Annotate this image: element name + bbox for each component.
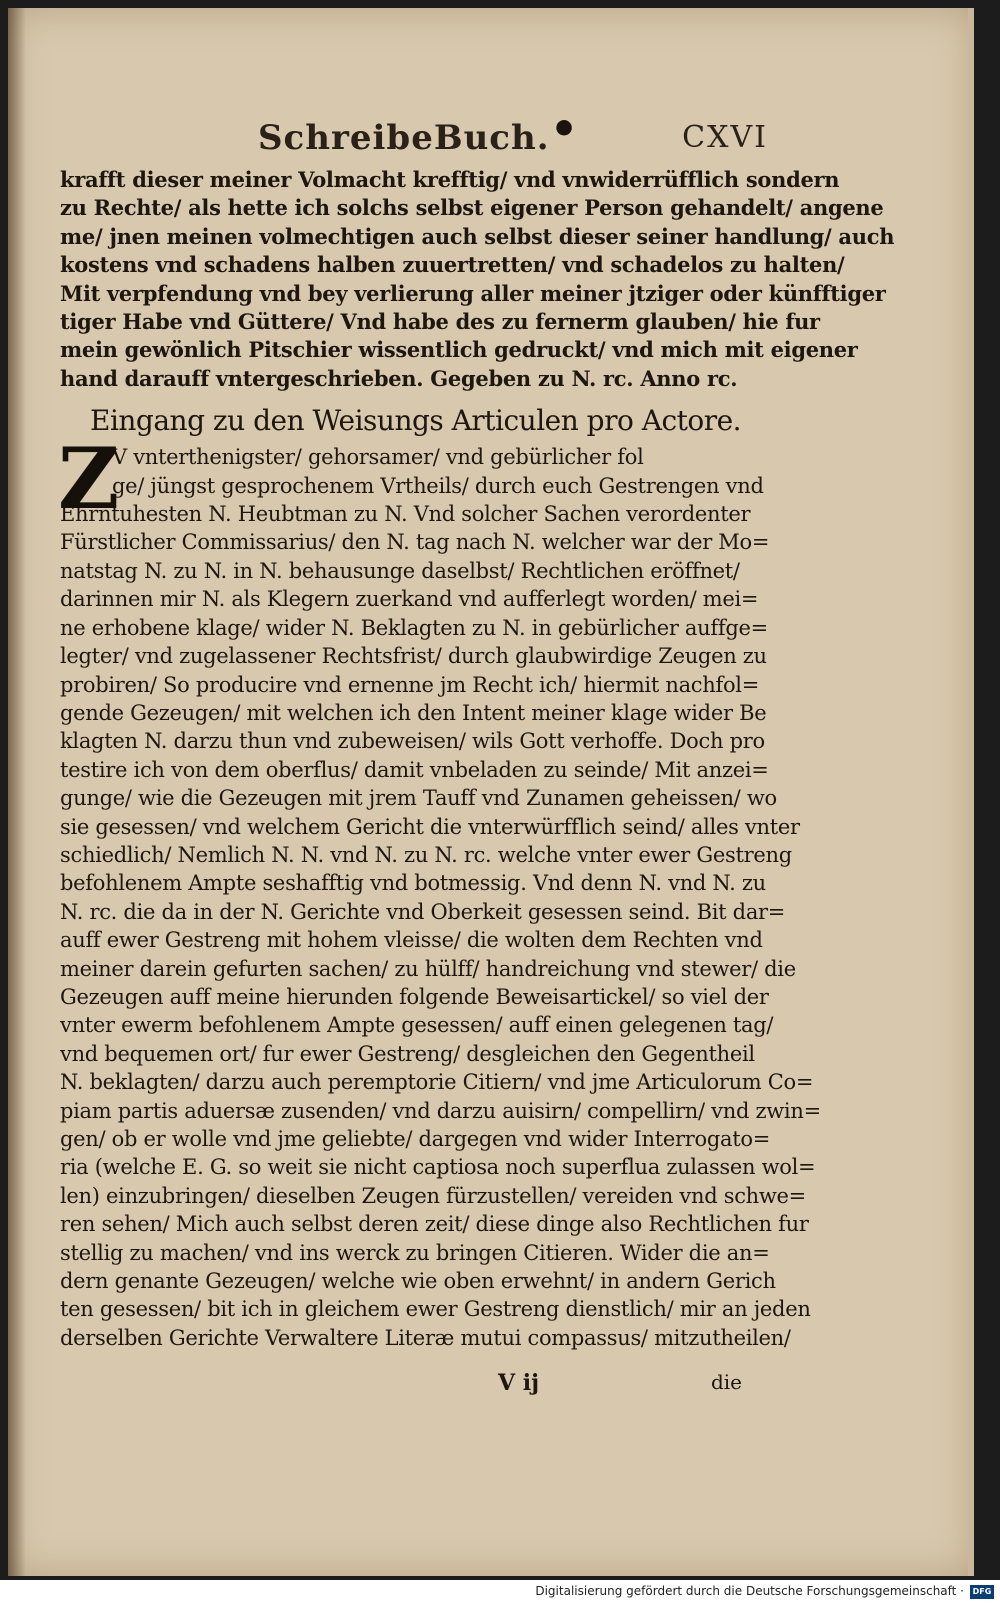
text-line: kostens vnd schadens halben zuuertretten/ vnd schadelos zu halten/ — [60, 252, 845, 278]
gutter-shadow — [8, 8, 26, 1576]
body-paragraph — [58, 429, 821, 1352]
text-line: ten gesessen/ bit ich in gleichem ewer Gestreng dienstlich/ mir an jeden — [60, 1297, 811, 1322]
drop-cap: Z — [58, 429, 120, 529]
text-line: me/ jnen meinen volmechtigen auch selbst dieser seiner handlung/ auch — [60, 223, 895, 249]
text-line: derselben Gerichte Verwaltere Literæ mutui compassus/ mitzutheilen/ — [60, 1325, 791, 1350]
text-line: vnter ewerm befohlenem Ampte gesessen/ auff einen gelegenen tag/ — [60, 1013, 774, 1038]
text-line: sie gesessen/ vnd welchem Gericht die vnterwürfflich seind/ alles vnter — [60, 814, 800, 839]
text-line: zu Rechte/ als hette ich solchs selbst eigener Person gehandelt/ angene — [60, 195, 884, 221]
text-line: gende Gezeugen/ mit welchen ich den Intent meiner klage wider Be — [60, 700, 767, 725]
text-line: stellig zu machen/ vnd ins werck zu bringen Citieren. Wider die an= — [60, 1240, 770, 1265]
text-line: Mit verpfendung vnd bey verlierung aller meiner jtziger oder künfftiger — [60, 280, 886, 306]
text-line: testire ich von dem oberflus/ damit vnbeladen zu seinde/ Mit anzei= — [60, 757, 769, 782]
text-line: legter/ vnd zugelassener Rechtsfrist/ durch glaubwirdige Zeugen zu — [60, 644, 767, 669]
text-line: hand darauff vntergeschrieben. Gegeben zu N. rc. Anno rc. — [60, 365, 738, 391]
text-line: N. beklagten/ darzu auch peremptorie Citiern/ vnd jme Articulorum Co= — [60, 1070, 814, 1095]
text-line: dern genante Gezeugen/ welche wie oben erwehnt/ in andern Gerich — [60, 1269, 776, 1294]
text-line: auff ewer Gestreng mit hohem vleisse/ die wolten dem Rechten vnd — [60, 928, 763, 953]
text-line: tiger Habe vnd Güttere/ Vnd habe des zu fernerm glauben/ hie fur — [60, 309, 820, 335]
text-line: Ehrntuhesten N. Heubtman zu N. Vnd solcher Sachen verordenter — [60, 502, 751, 527]
text-block — [58, 166, 895, 1352]
text-line: gunge/ wie die Gezeugen mit jrem Tauff vnd Zunamen geheissen/ wo — [60, 786, 777, 811]
text-line: ria (welche E. G. so weit sie nicht captiosa noch superflua zulassen wol= — [60, 1155, 816, 1180]
text-line: darinnen mir N. als Klegern zuerkand vnd aufferlegt worden/ mei= — [60, 587, 759, 612]
page-footer — [60, 1370, 750, 1400]
text-line: befohlenem Ampte seshafftig vnd botmessig. Vnd denn N. vnd N. zu — [60, 871, 766, 896]
text-line: N. rc. die da in der N. Gerichte vnd Oberkeit gesessen seind. Bit dar= — [60, 899, 786, 924]
text-line: Fürstlicher Commissarius/ den N. tag nach N. welcher war der Mo= — [60, 530, 770, 555]
dfg-logo-icon: DFG — [970, 1585, 994, 1599]
text-line: klagten N. darzu thun vnd zubeweisen/ wils Gott verhoffe. Doch pro — [60, 729, 765, 754]
credit-text: Digitalisierung gefördert durch die Deutsche Forschungsgemeinschaft · — [535, 1584, 964, 1598]
text-line: mein gewönlich Pitschier wissentlich gedruckt/ vnd mich mit eigener — [60, 337, 858, 363]
folio-number: CXVI — [682, 120, 768, 155]
signature-mark: V ij — [498, 1370, 540, 1396]
text-line: V vnterthenigster/ gehorsamer/ vnd gebürlicher fol — [112, 445, 644, 470]
text-line: probiren/ So producire vnd ernenne jm Recht ich/ hiermit nachfol= — [60, 672, 760, 697]
catchword: die — [710, 1370, 742, 1394]
text-line: schiedlich/ Nemlich N. N. vnd N. zu N. rc. welche vnter ewer Gestreng — [60, 842, 792, 867]
header-dot: • — [550, 104, 579, 155]
continued-text — [60, 166, 895, 393]
text-line: vnd bequemen ort/ fur ewer Gestreng/ desgleichen den Gegentheil — [60, 1041, 755, 1066]
page-header — [258, 104, 768, 158]
text-line: gen/ ob er wolle vnd jme geliebte/ dargegen vnd wider Interrogato= — [60, 1127, 771, 1151]
text-line: len) einzubringen/ dieselben Zeugen fürzustellen/ vereiden vnd schwe= — [60, 1183, 806, 1208]
text-line: ge/ jüngst gesprochenem Vrtheils/ durch euch Gestrengen vnd — [112, 473, 764, 498]
running-title: SchreibeBuch. — [258, 118, 550, 158]
text-line: krafft dieser meiner Volmacht krefftig/ vnd vnwiderrüfflich sondern — [60, 167, 840, 192]
text-line: piam partis aduersæ zusenden/ vnd darzu auisirn/ compellirn/ vnd zwin= — [60, 1098, 821, 1123]
section-heading: Eingang zu den Weisungs Articulen pro Actore. — [90, 404, 742, 438]
text-line: Gezeugen auff meine hierunden folgende Beweisartickel/ so viel der — [60, 984, 769, 1009]
text-line: natstag N. zu N. in N. behausunge daselbst/ Rechtlichen eröffnet/ — [60, 558, 740, 583]
text-line: ren sehen/ Mich auch selbst deren zeit/ diese dinge also Rechtlichen fur — [60, 1212, 809, 1237]
book-page — [8, 8, 974, 1576]
credit-bar — [0, 1582, 1000, 1604]
text-line: meiner darein gefurten sachen/ zu hülff/ handreichung vnd stewer/ die — [60, 956, 796, 981]
text-line: ne erhobene klage/ wider N. Beklagten zu N. in gebürlicher auffge= — [60, 615, 768, 640]
page-edge — [968, 8, 974, 1576]
